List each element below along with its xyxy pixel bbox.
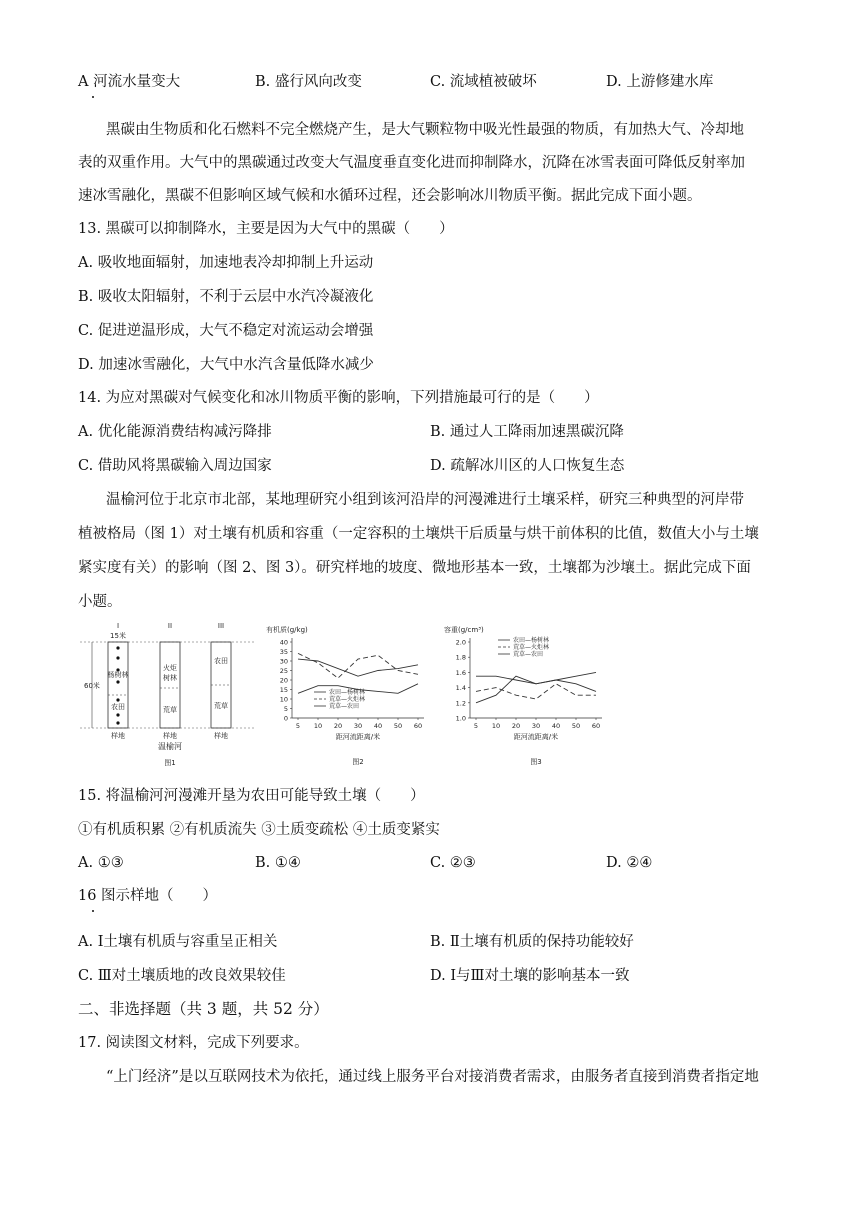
fig1-river: 温榆河 — [158, 742, 182, 751]
fig1-left-label: 60米 — [84, 682, 100, 690]
x-tick-label: 60 — [591, 722, 601, 730]
y-tick-label: 1.2 — [455, 699, 466, 708]
x-tick-label: 40 — [373, 722, 383, 730]
q16-option-a: A. Ⅰ土壤有机质与容重呈正相关 — [78, 934, 278, 950]
q16-option-c: C. Ⅲ对土壤质地的改良效果较佳 — [78, 968, 286, 984]
q13-option-c: C. 促进逆温形成，大气不稳定对流运动会增强 — [78, 323, 374, 339]
x-tick-label: 5 — [295, 722, 301, 730]
q16-option-b: B. Ⅱ土壤有机质的保持功能较好 — [430, 934, 634, 950]
fig1-c1-bottom: 农田 — [111, 703, 125, 711]
series-line-2 — [476, 684, 596, 699]
passage2-line: 小题。 — [78, 594, 122, 610]
q14-option-b: B. 通过人工降雨加速黑碳沉降 — [430, 424, 624, 440]
q16-option-d: D. Ⅰ与Ⅲ对土壤的影响基本一致 — [430, 968, 630, 984]
passage2-line: 温榆河位于北京市北部，某地理研究小组到该河沿岸的河漫滩进行土壤采样，研究三种典型的河岸带 — [106, 492, 744, 508]
q15-option-a: A. ①③ — [78, 855, 124, 871]
q17-text: “上门经济”是以互联网技术为依托，通过线上服务平台对接消费者需求，由服务者直接到消费者指定地 — [106, 1069, 759, 1085]
q14-stem: 14. 为应对黑碳对气候变化和冰川物质平衡的影响，下列措施最可行的是（ ） — [78, 390, 599, 406]
x-tick-label: 50 — [571, 722, 581, 730]
figure-caption: 图3 — [530, 758, 542, 766]
y-tick-label: 25 — [279, 667, 288, 675]
q15-option-d: D. ②④ — [606, 855, 653, 871]
x-tick-label: 50 — [393, 722, 403, 730]
q16-stem: 16 图示样地（ ） — [78, 888, 218, 904]
fig1-top-label: 15米 — [110, 632, 126, 640]
fig1-c2-c: 荒草 — [163, 706, 177, 714]
legend-entry: 荒草—火炬林 — [329, 696, 366, 704]
y-tick-label: 2.0 — [455, 638, 466, 647]
figure-1-diagram — [78, 620, 258, 770]
y-tick-label: 30 — [279, 657, 288, 666]
dot-mark — [92, 910, 94, 912]
passage1-line: 黑碳由生物质和化石燃料不完全燃烧产生，是大气颗粒物中吸光性最强的物质，有加热大气、冷却地 — [106, 122, 744, 138]
x-tick-label: 10 — [313, 722, 323, 730]
y-tick-label: 5 — [283, 705, 288, 713]
legend-entry: 农田—杨树林 — [513, 637, 550, 645]
x-tick-label: 60 — [413, 722, 423, 730]
fig1-bottom-3: 样地 — [214, 732, 228, 740]
x-tick-label: 20 — [333, 722, 343, 730]
fig1-c2-b: 树林 — [163, 674, 177, 682]
legend-entry: 农田—杨树林 — [329, 689, 366, 697]
series-line-2 — [298, 653, 418, 678]
q15-option-b: B. ①④ — [255, 855, 301, 871]
fig1-c2-a: 火炬 — [163, 664, 177, 672]
legend-entry: 荒草—农田 — [513, 651, 544, 659]
q13-option-b: B. 吸收太阳辐射，不利于云层中水汽冷凝液化 — [78, 289, 374, 305]
figure-2-chart — [262, 620, 432, 770]
q13-stem: 13. 黑碳可以抑制降水，主要是因为大气中的黑碳（ ） — [78, 221, 454, 237]
y-tick-label: 35 — [279, 648, 288, 656]
x-tick-label: 5 — [473, 722, 479, 730]
passage1-line: 速冰雪融化，黑碳不但影响区域气候和水循环过程，还会影响冰川物质平衡。据此完成下面小题。 — [78, 188, 702, 204]
q14-option-d: D. 疏解冰川区的人口恢复生态 — [430, 458, 625, 474]
fig1-col-ii: II — [167, 622, 173, 630]
y-tick-label: 1.0 — [455, 714, 466, 723]
x-tick-label: 40 — [551, 722, 561, 730]
fig1-col-i: I — [116, 622, 120, 630]
q12-option-a: A 河流水量变大 — [78, 74, 181, 90]
y-tick-label: 40 — [279, 638, 288, 647]
fig1-c3-b: 荒草 — [214, 702, 228, 710]
x-axis-label: 距河流距离/米 — [335, 733, 381, 741]
y-axis-label: 容重(g/cm³) — [444, 626, 484, 634]
q14-option-c: C. 借助风将黑碳输入周边国家 — [78, 458, 272, 474]
legend-entry: 荒草—农田 — [329, 703, 360, 711]
figure-3-chart — [440, 620, 610, 770]
y-axis-label: 有机质(g/kg) — [266, 626, 308, 634]
legend-entry: 荒草—火炬林 — [513, 644, 550, 652]
figure-caption: 图2 — [352, 758, 364, 766]
passage2-line: 植被格局（图 1）对土壤有机质和容重（一定容积的土壤烘干后质量与烘干前体积的比值，数值大小与土壤 — [78, 526, 759, 542]
fig1-caption: 图1 — [164, 759, 176, 767]
q15-option-c: C. ②③ — [430, 855, 476, 871]
fig1-c3-a: 农田 — [214, 657, 228, 665]
q15-statements: ①有机质积累 ②有机质流失 ③土质变疏松 ④土质变紧实 — [78, 822, 440, 838]
fig1-bottom-2: 样地 — [163, 732, 177, 740]
y-tick-label: 10 — [279, 695, 288, 704]
series-line-3 — [476, 676, 596, 691]
y-tick-label: 1.4 — [455, 684, 466, 693]
q13-option-a: A. 吸收地面辐射，加速地表冷却抑制上升运动 — [78, 255, 374, 271]
q12-option-c: C. 流域植被破坏 — [430, 74, 537, 90]
y-tick-label: 0 — [283, 714, 288, 723]
y-tick-label: 20 — [279, 676, 288, 685]
x-tick-label: 30 — [531, 722, 541, 730]
x-tick-label: 20 — [511, 722, 521, 730]
q15-stem: 15. 将温榆河河漫滩开垦为农田可能导致土壤（ ） — [78, 788, 425, 804]
fig1-bottom-1: 样地 — [111, 732, 125, 740]
x-axis-label: 距河流距离/米 — [513, 733, 559, 741]
y-tick-label: 1.8 — [455, 653, 466, 662]
passage1-line: 表的双重作用。大气中的黑碳通过改变大气温度垂直变化进而抑制降水，沉降在冰雪表面可降低反射率加 — [78, 155, 745, 171]
passage2-line: 紧实度有关）的影响（图 2、图 3）。研究样地的坡度、微地形基本一致，土壤都为沙壤土。据此完成下面 — [78, 560, 751, 576]
dot-mark — [92, 96, 94, 98]
x-tick-label: 10 — [491, 722, 501, 730]
q17-stem: 17. 阅读图文材料，完成下列要求。 — [78, 1035, 309, 1051]
fig1-c1-top: 杨树林 — [107, 671, 129, 679]
q12-option-b: B. 盛行风向改变 — [255, 74, 362, 90]
q13-option-d: D. 加速冰雪融化，大气中水汽含量低降水减少 — [78, 357, 374, 373]
y-tick-label: 15 — [279, 686, 288, 694]
x-tick-label: 30 — [353, 722, 363, 730]
q14-option-a: A. 优化能源消费结构减污降排 — [78, 424, 272, 440]
section-2-heading: 二、非选择题（共 3 题，共 52 分） — [78, 1000, 329, 1018]
fig1-col-iii: III — [217, 622, 225, 630]
y-tick-label: 1.6 — [455, 668, 466, 677]
q12-option-d: D. 上游修建水库 — [606, 74, 714, 90]
